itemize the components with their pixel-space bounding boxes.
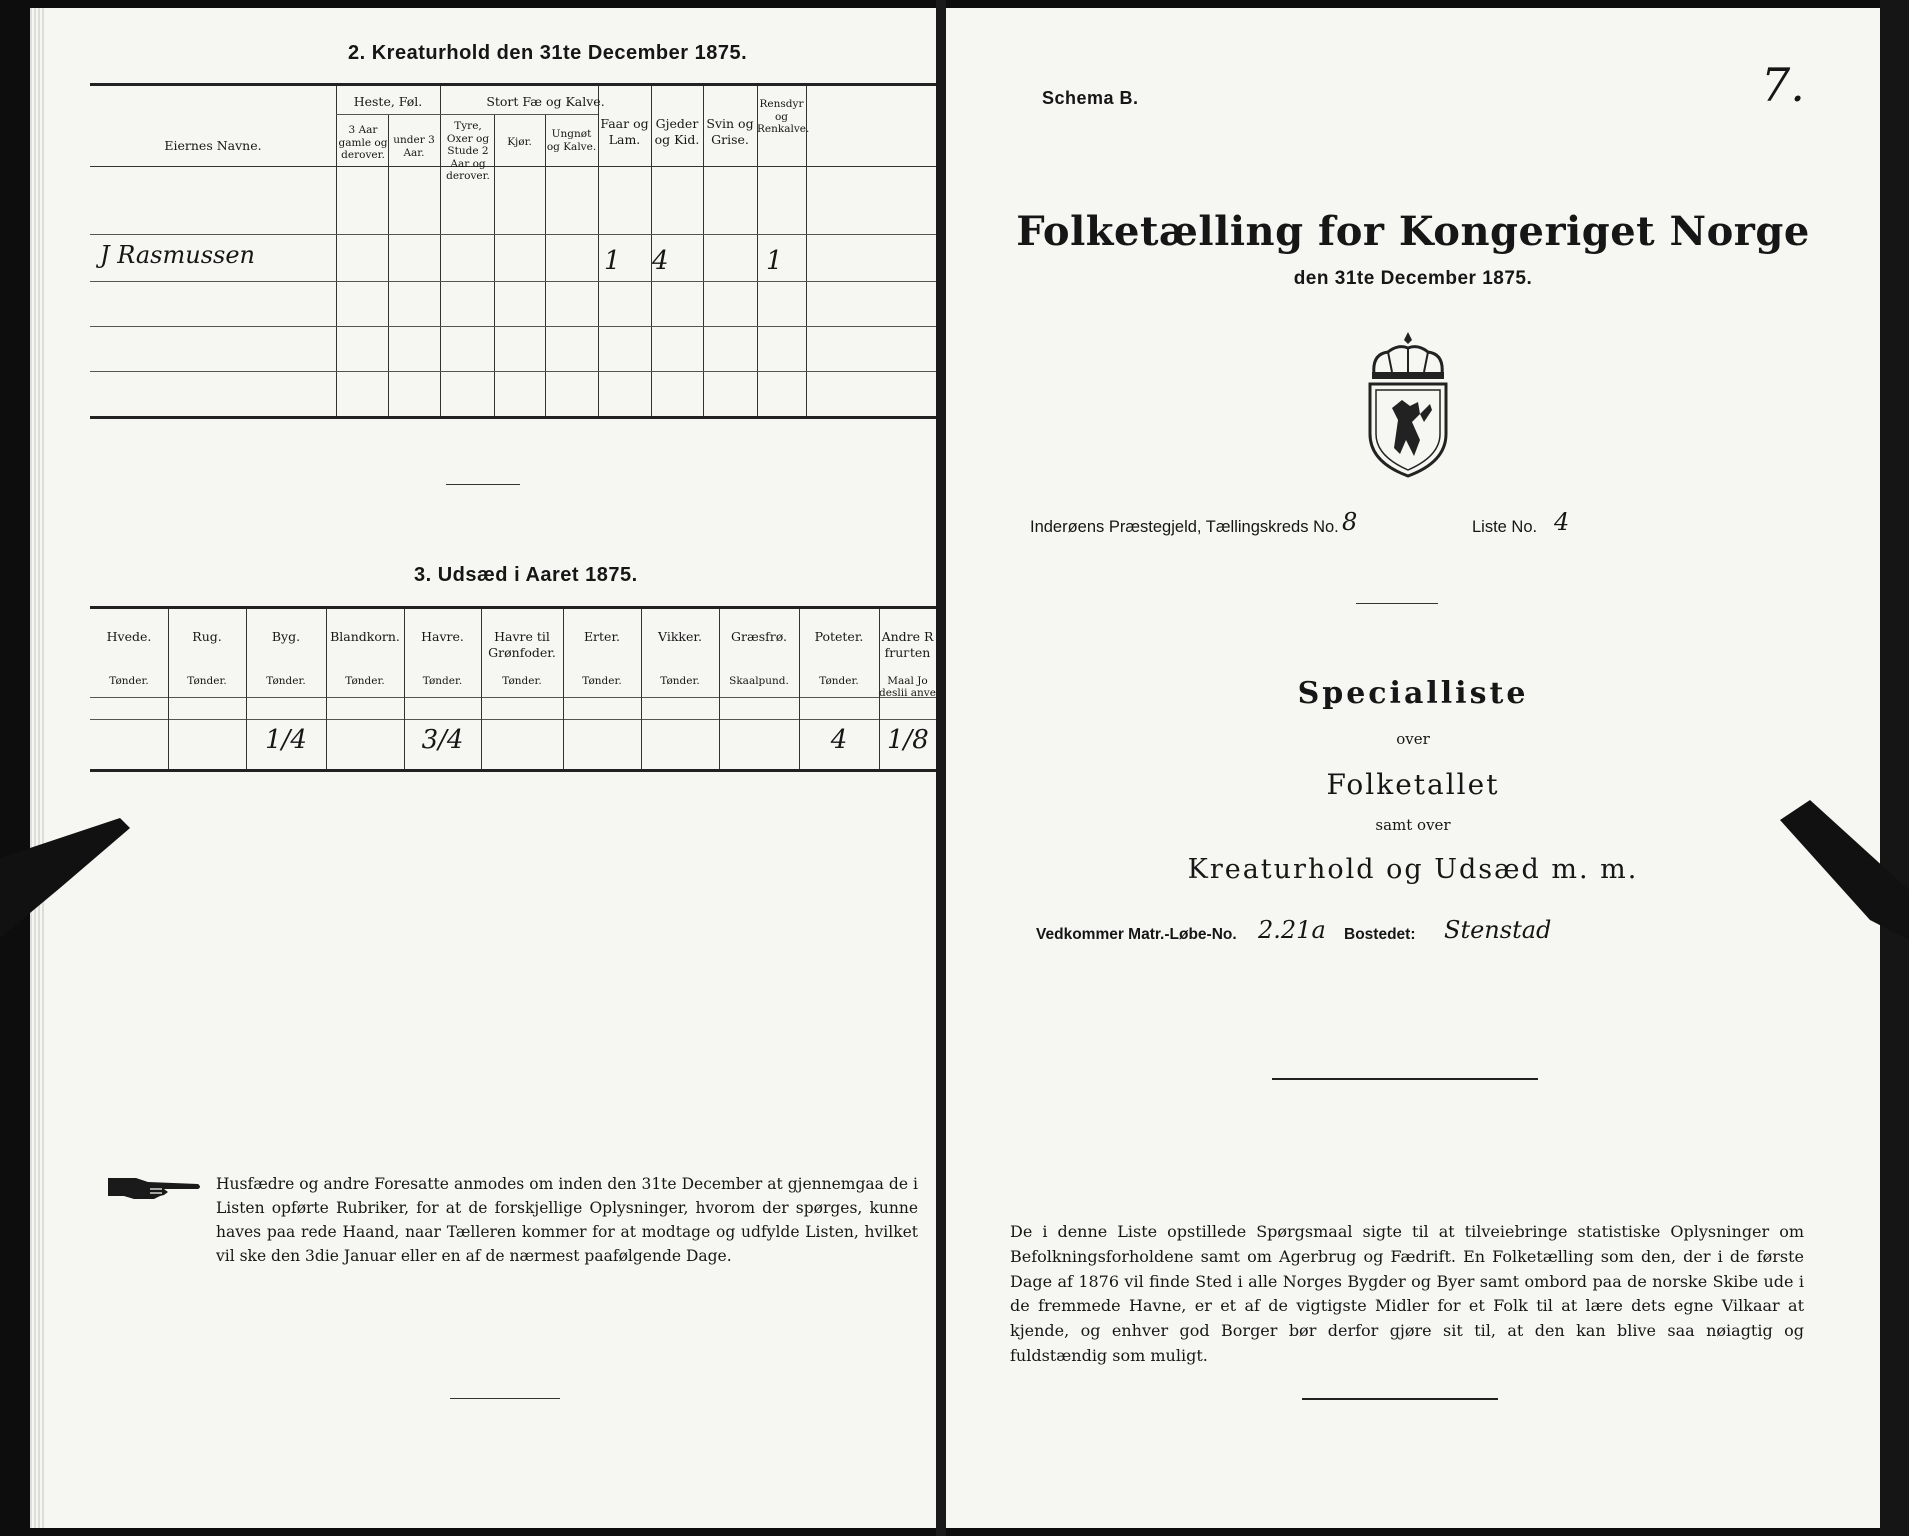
header-horses-young: under 3 Aar.	[393, 134, 435, 159]
row-pigs: 1	[766, 246, 783, 276]
rule-2	[1272, 1078, 1538, 1080]
seed-header: Havre.	[421, 629, 464, 644]
bosted-label: Bostedet:	[1344, 926, 1416, 943]
right-page	[946, 8, 1880, 1528]
liste-number: 4	[1554, 508, 1570, 536]
seed-unit: Tønder.	[109, 675, 149, 687]
divider-rule	[446, 484, 520, 485]
seed-header: Rug.	[192, 629, 222, 644]
seed-value: 3/4	[421, 725, 464, 755]
livestock-title: 2. Kreaturhold den 31te December 1875.	[348, 42, 748, 64]
seed-header: Blandkorn.	[330, 629, 400, 644]
seed-value: 4	[830, 725, 848, 755]
seed-value: 1/8	[887, 725, 929, 755]
header-horses-old: 3 Aar gamle og derover.	[338, 124, 388, 162]
seed-title: 3. Udsæd i Aaret 1875.	[414, 564, 638, 586]
header-cattle-young: Ungnøt og Kalve.	[546, 128, 597, 153]
seed-value: 1/4	[265, 725, 307, 755]
header-cattle-cows: Kjør.	[507, 136, 532, 148]
specialliste-title: Specialliste	[1297, 676, 1529, 711]
kreaturhold-title: Kreaturhold og Udsæd m. m.	[1187, 854, 1639, 885]
over-text: over	[1396, 730, 1430, 748]
seed-unit: Maal Jo deslii anve	[879, 675, 936, 699]
header-cattle: Stort Fæ og Kalve.	[486, 94, 605, 109]
seed-header: Hvede.	[106, 629, 152, 644]
binding-clip-right	[1770, 800, 1909, 940]
seed-unit: Skaalpund.	[729, 675, 789, 687]
pointing-hand-icon	[106, 1172, 202, 1202]
seed-unit: Tønder.	[187, 675, 227, 687]
binding-clip-left	[0, 818, 150, 954]
seed-unit: Tønder.	[345, 675, 385, 687]
header-pigs: Svin og Grise.	[706, 116, 754, 147]
book-spine	[936, 0, 946, 1536]
page-stack-edge	[30, 8, 44, 1528]
header-cattle-bulls: Tyre, Oxer og Stude 2 Aar og derover.	[446, 120, 490, 183]
seed-header: Byg.	[271, 629, 301, 644]
header-horses: Heste, Føl.	[353, 94, 423, 109]
main-title: Folketælling for Kongeriget Norge	[1016, 208, 1810, 255]
footer-text: De i denne Liste opstillede Spørgsmaal sigte til at tilveiebringe statistiske Oplysninger om Befolkningsforholdene samt om Agerbrug og Fædrift. En Folketælling som den, der i de første Dage af 1876 vil finde Sted i alle Norges Bygder og Byer samt ombord paa de norske Skibe ude i de fremmede Havne, er et af de vigtigste Midler for et Folk til at lære dets egne Vilkaar at kjende, og enhver god Borger bør derfor gjøre sit til, at den kan blive saa nøiagtig og fuldstændig som muligt.	[1010, 1222, 1804, 1365]
seed-header: Poteter.	[814, 629, 864, 644]
header-owner: Eiernes Navne.	[164, 138, 262, 153]
row-owner: J Rasmussen	[100, 241, 256, 269]
seed-header: Erter.	[583, 629, 621, 644]
header-sheep: Faar og Lam.	[600, 116, 649, 147]
parish-label: Inderøens Præstegjeld, Tællingskreds No.	[1030, 518, 1339, 536]
page-number: 7.	[1761, 58, 1805, 112]
census-date: den 31te December 1875.	[1293, 268, 1533, 289]
folketallet-title: Folketallet	[1326, 768, 1500, 801]
notice-text: Husfædre og andre Foresatte anmodes om inden den 31te December at gjennemgaa de i Listen opførte Rubriker, for at de forskjellige Oplysninger, hvorom der spørges, kunne haves paa rede Haand, naar Tælleren kommer for at modtage og udfylde Listen, hvilket vil ske den 3die Januar eller en af de nærmest paafølgende Dage.	[216, 1175, 918, 1266]
seed-unit: Tønder.	[422, 675, 463, 687]
matr-value: 2.21a	[1258, 916, 1326, 944]
seed-header: Græsfrø.	[730, 629, 787, 644]
seed-table	[90, 606, 936, 772]
row-sheep: 4	[652, 246, 669, 276]
schema-label: Schema B.	[1042, 88, 1139, 108]
livestock-table	[90, 83, 936, 419]
seed-header: Havre til Grønfoder.	[488, 629, 556, 660]
kreds-number: 8	[1342, 508, 1358, 536]
rule-3	[1302, 1398, 1498, 1400]
seed-header: Andre R fruгten	[881, 629, 934, 660]
matr-label: Vedkommer Matr.-Løbe-No.	[1036, 926, 1237, 943]
coat-of-arms-icon	[1354, 330, 1462, 480]
rule-1	[1356, 603, 1438, 604]
samt-over-text: samt over	[1375, 816, 1451, 834]
seed-unit: Tønder.	[266, 675, 306, 687]
header-goats: Gjeder og Kid.	[654, 116, 700, 147]
seed-unit: Tønder.	[502, 675, 542, 687]
header-reindeer: Rensdyr og Renkalve.	[757, 98, 810, 136]
seed-unit: Tønder.	[660, 675, 700, 687]
liste-label: Liste No.	[1472, 518, 1538, 536]
bosted-value: Stenstad	[1444, 916, 1552, 944]
left-page	[30, 8, 936, 1528]
row-cattle-young: 1	[604, 246, 621, 276]
seed-header: Vikker.	[658, 629, 702, 644]
seed-unit: Tønder.	[582, 675, 622, 687]
seed-unit: Tønder.	[819, 675, 859, 687]
bottom-rule	[450, 1398, 560, 1399]
page-edge	[1880, 0, 1909, 1536]
